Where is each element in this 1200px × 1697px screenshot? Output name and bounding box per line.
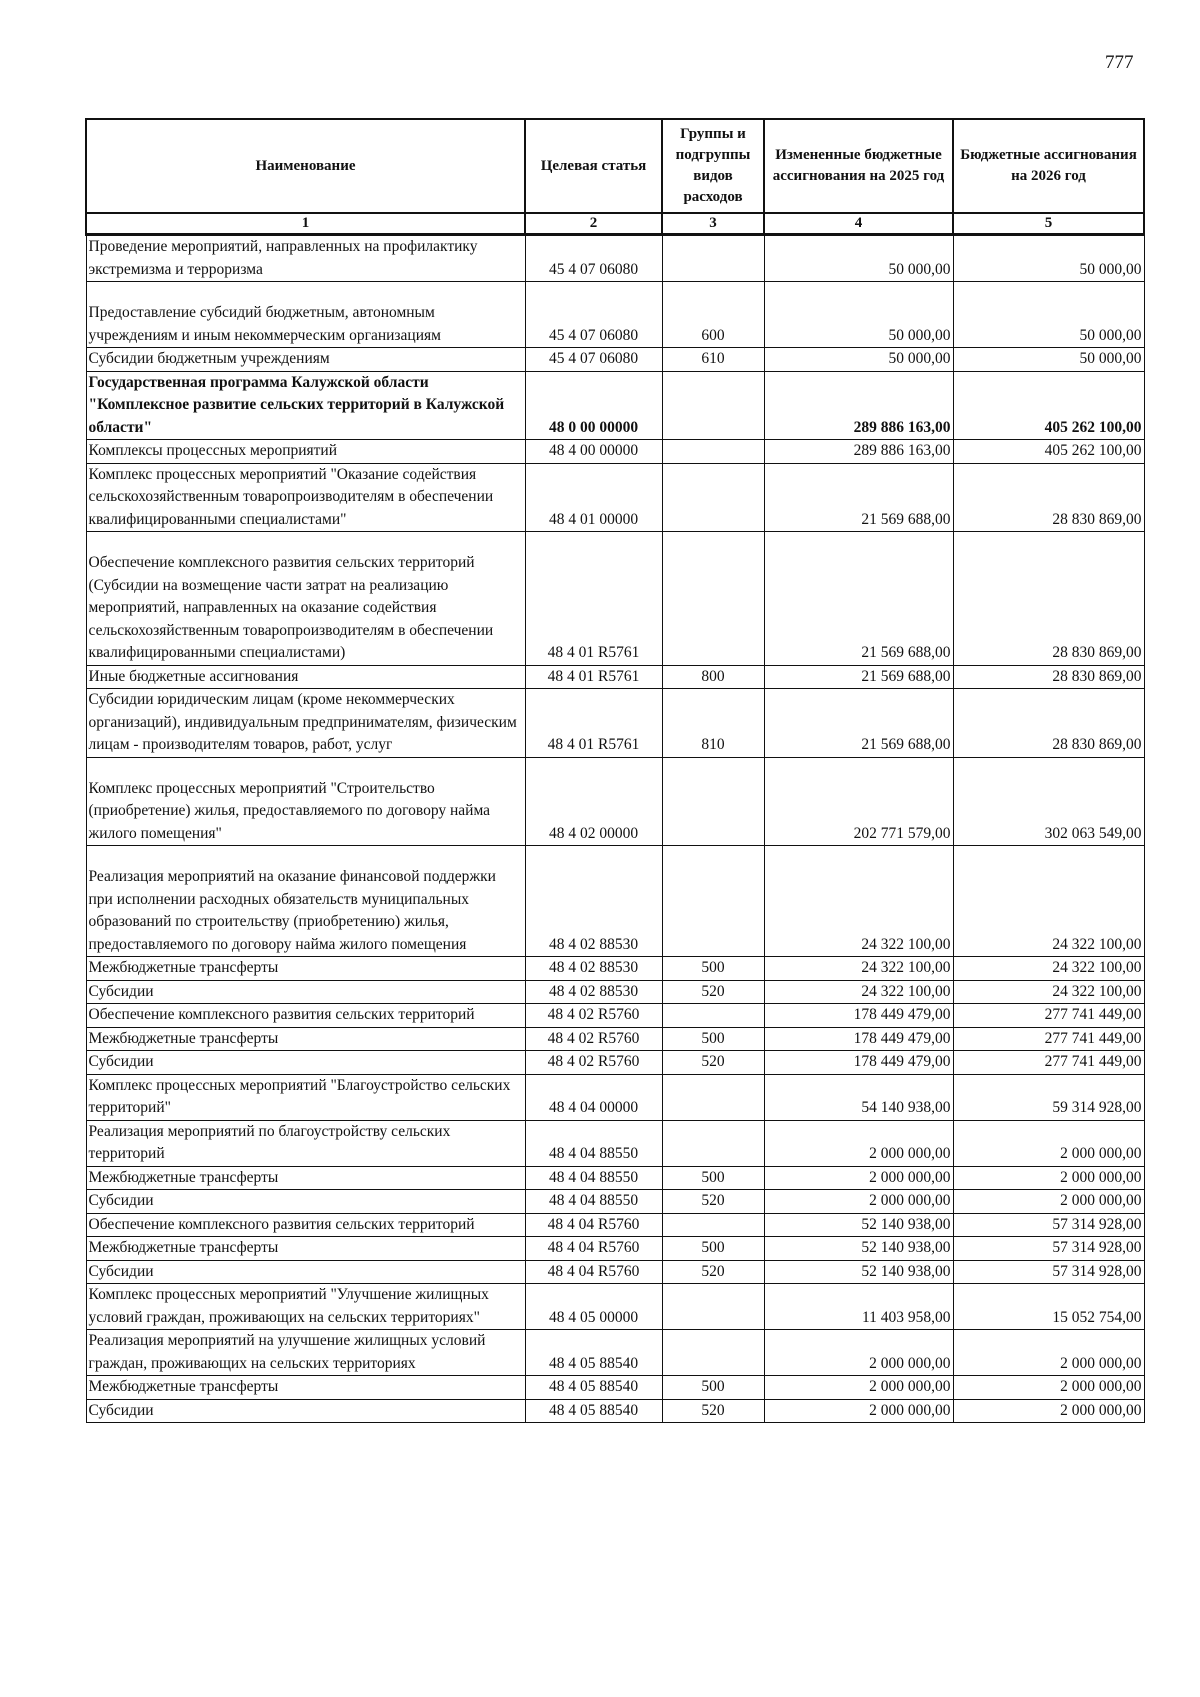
row-name: Межбюджетные трансферты <box>86 957 525 981</box>
row-amount-2026: 277 741 449,00 <box>953 1004 1144 1028</box>
row-name: Проведение мероприятий, направленных на профилактику экстремизма и терроризма <box>86 235 525 282</box>
row-name: Обеспечение комплексного развития сельских территорий <box>86 1004 525 1028</box>
row-expense-group: 520 <box>662 980 764 1004</box>
row-target-article: 45 4 07 06080 <box>525 235 662 282</box>
row-expense-group <box>662 1004 764 1028</box>
table-row <box>86 1213 1144 1237</box>
row-amount-2025: 178 449 479,00 <box>764 1051 953 1075</box>
table-row <box>86 371 1144 440</box>
row-amount-2026: 2 000 000,00 <box>953 1190 1144 1214</box>
row-amount-2026: 24 322 100,00 <box>953 846 1144 957</box>
row-amount-2026: 57 314 928,00 <box>953 1213 1144 1237</box>
row-expense-group <box>662 1213 764 1237</box>
budget-table <box>85 118 1145 1423</box>
table-row <box>86 1004 1144 1028</box>
row-amount-2025: 24 322 100,00 <box>764 957 953 981</box>
row-target-article: 48 4 04 R5760 <box>525 1237 662 1261</box>
table-row <box>86 348 1144 372</box>
row-target-article: 48 4 05 88540 <box>525 1330 662 1376</box>
table-row <box>86 1190 1144 1214</box>
table-row <box>86 1399 1144 1423</box>
row-target-article: 45 4 07 06080 <box>525 348 662 372</box>
row-amount-2026: 2 000 000,00 <box>953 1166 1144 1190</box>
table-row <box>86 665 1144 689</box>
table-row <box>86 1027 1144 1051</box>
row-name: Субсидии <box>86 1051 525 1075</box>
row-expense-group: 600 <box>662 282 764 348</box>
row-amount-2025: 24 322 100,00 <box>764 846 953 957</box>
row-name: Комплекс процессных мероприятий "Оказание содействия сельскохозяйственным товаропроизводителям в обеспечении квалифицированными специалистами" <box>86 463 525 532</box>
row-amount-2025: 2 000 000,00 <box>764 1330 953 1376</box>
row-amount-2025: 21 569 688,00 <box>764 665 953 689</box>
row-amount-2025: 50 000,00 <box>764 235 953 282</box>
row-expense-group <box>662 235 764 282</box>
row-target-article: 48 4 02 88530 <box>525 980 662 1004</box>
table-row <box>86 1376 1144 1400</box>
row-target-article: 48 4 02 R5760 <box>525 1027 662 1051</box>
row-target-article: 48 4 01 R5761 <box>525 665 662 689</box>
column-number: 3 <box>662 213 764 235</box>
column-number: 1 <box>86 213 525 235</box>
header-expense-groups: Группы и подгруппы видов расходов <box>662 119 764 213</box>
row-target-article: 48 4 05 88540 <box>525 1376 662 1400</box>
table-row <box>86 1260 1144 1284</box>
row-amount-2026: 2 000 000,00 <box>953 1399 1144 1423</box>
row-amount-2026: 2 000 000,00 <box>953 1120 1144 1166</box>
row-expense-group <box>662 463 764 532</box>
row-target-article: 48 4 04 R5760 <box>525 1260 662 1284</box>
row-expense-group: 610 <box>662 348 764 372</box>
row-expense-group <box>662 1284 764 1330</box>
table-row <box>86 1330 1144 1376</box>
row-expense-group: 500 <box>662 1166 764 1190</box>
table-row <box>86 463 1144 532</box>
table-row <box>86 235 1144 282</box>
row-expense-group: 520 <box>662 1051 764 1075</box>
table-row <box>86 689 1144 758</box>
column-number: 4 <box>764 213 953 235</box>
table-row <box>86 1051 1144 1075</box>
row-amount-2026: 24 322 100,00 <box>953 980 1144 1004</box>
header-row <box>86 119 1144 213</box>
row-expense-group: 500 <box>662 1376 764 1400</box>
table-row <box>86 757 1144 846</box>
row-amount-2025: 50 000,00 <box>764 348 953 372</box>
row-expense-group: 520 <box>662 1399 764 1423</box>
row-amount-2026: 405 262 100,00 <box>953 371 1144 440</box>
row-name: Реализация мероприятий на улучшение жилищных условий граждан, проживающих на сельских территориях <box>86 1330 525 1376</box>
row-amount-2025: 52 140 938,00 <box>764 1260 953 1284</box>
row-target-article: 48 4 04 00000 <box>525 1074 662 1120</box>
row-name: Обеспечение комплексного развития сельских территорий <box>86 1213 525 1237</box>
row-amount-2025: 50 000,00 <box>764 282 953 348</box>
row-amount-2025: 54 140 938,00 <box>764 1074 953 1120</box>
row-target-article: 48 4 04 88550 <box>525 1120 662 1166</box>
row-expense-group <box>662 1120 764 1166</box>
row-amount-2026: 28 830 869,00 <box>953 665 1144 689</box>
row-name: Межбюджетные трансферты <box>86 1027 525 1051</box>
table-row <box>86 1237 1144 1261</box>
row-amount-2025: 52 140 938,00 <box>764 1237 953 1261</box>
row-target-article: 48 4 00 00000 <box>525 440 662 464</box>
table-row <box>86 1166 1144 1190</box>
row-name: Субсидии бюджетным учреждениям <box>86 348 525 372</box>
row-expense-group <box>662 371 764 440</box>
row-target-article: 48 4 02 R5760 <box>525 1051 662 1075</box>
row-name: Комплексы процессных мероприятий <box>86 440 525 464</box>
row-amount-2026: 24 322 100,00 <box>953 957 1144 981</box>
row-name: Предоставление субсидий бюджетным, автономным учреждениям и иным некоммерческим организациям <box>86 282 525 348</box>
row-target-article: 48 4 01 R5761 <box>525 689 662 758</box>
row-name: Межбюджетные трансферты <box>86 1376 525 1400</box>
row-amount-2025: 178 449 479,00 <box>764 1027 953 1051</box>
row-target-article: 48 4 02 R5760 <box>525 1004 662 1028</box>
row-amount-2026: 2 000 000,00 <box>953 1330 1144 1376</box>
row-amount-2025: 2 000 000,00 <box>764 1166 953 1190</box>
row-name: Комплекс процессных мероприятий "Строительство (приобретение) жилья, предоставляемого по договору найма жилого помещения" <box>86 757 525 846</box>
row-expense-group: 500 <box>662 957 764 981</box>
table-row <box>86 957 1144 981</box>
row-name: Иные бюджетные ассигнования <box>86 665 525 689</box>
row-target-article: 48 4 02 88530 <box>525 957 662 981</box>
table-body <box>86 235 1144 1423</box>
row-expense-group: 520 <box>662 1260 764 1284</box>
row-target-article: 48 4 05 88540 <box>525 1399 662 1423</box>
page-number: 777 <box>1105 52 1134 73</box>
table-row <box>86 1120 1144 1166</box>
row-expense-group <box>662 846 764 957</box>
row-target-article: 48 4 05 00000 <box>525 1284 662 1330</box>
table-row <box>86 440 1144 464</box>
table-row <box>86 846 1144 957</box>
row-amount-2026: 277 741 449,00 <box>953 1051 1144 1075</box>
row-amount-2025: 2 000 000,00 <box>764 1399 953 1423</box>
row-amount-2025: 2 000 000,00 <box>764 1376 953 1400</box>
row-amount-2025: 202 771 579,00 <box>764 757 953 846</box>
header-target-article: Целевая статья <box>525 119 662 213</box>
row-expense-group: 520 <box>662 1190 764 1214</box>
table-row <box>86 282 1144 348</box>
row-amount-2026: 57 314 928,00 <box>953 1237 1144 1261</box>
table-row <box>86 532 1144 666</box>
row-amount-2026: 50 000,00 <box>953 348 1144 372</box>
row-expense-group: 500 <box>662 1027 764 1051</box>
header-allocations-2025: Измененные бюджетные ассигнования на 2025 год <box>764 119 953 213</box>
row-name: Субсидии <box>86 1190 525 1214</box>
column-number: 2 <box>525 213 662 235</box>
row-name: Субсидии юридическим лицам (кроме некоммерческих организаций), индивидуальным предпринимателям, физическим лицам - производителям товаров, работ, услуг <box>86 689 525 758</box>
row-target-article: 45 4 07 06080 <box>525 282 662 348</box>
row-name: Реализация мероприятий на оказание финансовой поддержки при исполнении расходных обязательств муниципальных образований по строительству (приобретению) жилья, предоставляемого по договору найма жилого помещения <box>86 846 525 957</box>
row-target-article: 48 4 01 R5761 <box>525 532 662 666</box>
row-amount-2026: 405 262 100,00 <box>953 440 1144 464</box>
row-amount-2025: 289 886 163,00 <box>764 371 953 440</box>
row-expense-group <box>662 757 764 846</box>
row-expense-group: 810 <box>662 689 764 758</box>
row-amount-2026: 57 314 928,00 <box>953 1260 1144 1284</box>
table-row <box>86 1074 1144 1120</box>
row-name: Комплекс процессных мероприятий "Благоустройство сельских территорий" <box>86 1074 525 1120</box>
row-expense-group <box>662 440 764 464</box>
row-amount-2026: 28 830 869,00 <box>953 532 1144 666</box>
row-amount-2025: 178 449 479,00 <box>764 1004 953 1028</box>
header-name: Наименование <box>86 119 525 213</box>
row-target-article: 48 4 02 00000 <box>525 757 662 846</box>
row-amount-2025: 21 569 688,00 <box>764 532 953 666</box>
row-amount-2026: 59 314 928,00 <box>953 1074 1144 1120</box>
row-name: Субсидии <box>86 980 525 1004</box>
row-target-article: 48 4 04 R5760 <box>525 1213 662 1237</box>
row-expense-group <box>662 1330 764 1376</box>
row-amount-2025: 11 403 958,00 <box>764 1284 953 1330</box>
row-amount-2025: 289 886 163,00 <box>764 440 953 464</box>
row-amount-2025: 2 000 000,00 <box>764 1190 953 1214</box>
row-amount-2025: 21 569 688,00 <box>764 689 953 758</box>
row-amount-2026: 302 063 549,00 <box>953 757 1144 846</box>
header-allocations-2026: Бюджетные ассигнования на 2026 год <box>953 119 1144 213</box>
table-row <box>86 1284 1144 1330</box>
column-number-row <box>86 213 1144 235</box>
row-name: Межбюджетные трансферты <box>86 1166 525 1190</box>
row-amount-2026: 2 000 000,00 <box>953 1376 1144 1400</box>
row-name: Реализация мероприятий по благоустройству сельских территорий <box>86 1120 525 1166</box>
row-name: Государственная программа Калужской области "Комплексное развитие сельских территорий в Калужской области" <box>86 371 525 440</box>
row-amount-2026: 50 000,00 <box>953 282 1144 348</box>
row-amount-2025: 21 569 688,00 <box>764 463 953 532</box>
row-name: Субсидии <box>86 1260 525 1284</box>
table-row <box>86 980 1144 1004</box>
row-target-article: 48 4 04 88550 <box>525 1190 662 1214</box>
row-expense-group: 800 <box>662 665 764 689</box>
row-target-article: 48 4 04 88550 <box>525 1166 662 1190</box>
row-expense-group <box>662 532 764 666</box>
row-amount-2025: 52 140 938,00 <box>764 1213 953 1237</box>
row-target-article: 48 4 02 88530 <box>525 846 662 957</box>
row-amount-2025: 24 322 100,00 <box>764 980 953 1004</box>
row-expense-group <box>662 1074 764 1120</box>
row-name: Субсидии <box>86 1399 525 1423</box>
row-expense-group: 500 <box>662 1237 764 1261</box>
row-name: Межбюджетные трансферты <box>86 1237 525 1261</box>
row-amount-2026: 15 052 754,00 <box>953 1284 1144 1330</box>
row-name: Комплекс процессных мероприятий "Улучшение жилищных условий граждан, проживающих на сельских территориях" <box>86 1284 525 1330</box>
row-name: Обеспечение комплексного развития сельских территорий (Субсидии на возмещение части затрат на реализацию мероприятий, направленных на оказание содействия сельскохозяйственным товаропроизводителям в обеспечении квалифицированными специалистами) <box>86 532 525 666</box>
row-amount-2026: 277 741 449,00 <box>953 1027 1144 1051</box>
row-amount-2026: 28 830 869,00 <box>953 689 1144 758</box>
row-amount-2026: 28 830 869,00 <box>953 463 1144 532</box>
row-target-article: 48 4 01 00000 <box>525 463 662 532</box>
row-target-article: 48 0 00 00000 <box>525 371 662 440</box>
row-amount-2025: 2 000 000,00 <box>764 1120 953 1166</box>
row-amount-2026: 50 000,00 <box>953 235 1144 282</box>
column-number: 5 <box>953 213 1144 235</box>
